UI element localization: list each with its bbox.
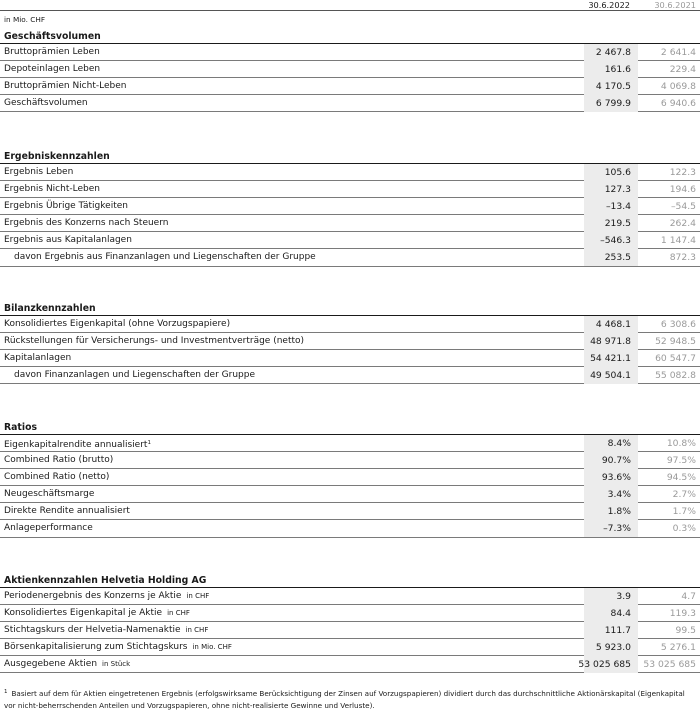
row-label-text: Combined Ratio (brutto) [4,455,114,466]
row-label-text: Rückstellungen für Versicherungs- und Investmentverträge (netto) [4,336,305,347]
section-1 [0,150,700,267]
row-label-text: davon Ergebnis aus Finanzanlagen und Liegenschaften der Gruppe [14,252,316,263]
row-unit: in Stück [102,660,131,669]
row-label-text: Depoteinlagen Leben [4,64,101,75]
footnote-reference: 1 [147,440,151,446]
row-label [4,656,130,673]
row-label [4,198,128,215]
value-previous: 5 276.1 [660,642,696,654]
value-previous: 6 940.6 [660,98,696,110]
table-row [0,61,700,78]
row-label-text: Bruttoprämien Leben [4,47,100,57]
value-previous: 872.3 [669,252,696,264]
table-row [0,215,700,232]
table-row [0,95,700,112]
section-0 [0,30,700,112]
value-previous: 1.7% [672,506,696,518]
column-header-current: 30.6.2022 [588,0,630,10]
value-previous: 229.4 [669,64,696,76]
table-row [0,656,700,673]
table-row [0,181,700,198]
value-current: 8.4% [607,438,631,449]
row-label [4,232,132,249]
row-label [4,215,168,232]
row-label [14,367,255,384]
section-title: Ratios [0,421,700,435]
header-rule [0,10,700,11]
value-current: 2 467.8 [595,47,631,58]
row-unit: in Mio. CHF [192,643,232,652]
row-label [4,605,190,622]
table-row [0,164,700,181]
value-current: 49 504.1 [590,370,631,382]
table-row [0,452,700,469]
row-unit: in CHF [167,609,190,618]
value-previous: 0.3% [672,523,696,535]
row-label-text: Konsolidiertes Eigenkapital (ohne Vorzugspapiere) [4,319,231,329]
table-row [0,469,700,486]
row-label-text: Ausgegebene Aktien [4,659,98,670]
value-current: 93.6% [601,472,631,484]
value-previous: 194.6 [669,184,696,196]
row-label-text: Anlageperformance [4,523,93,534]
value-previous: 97.5% [666,455,696,467]
row-label [4,469,109,486]
row-label [4,350,71,367]
value-previous: 60 547.7 [655,353,696,365]
value-current: 90.7% [601,455,631,467]
row-label-text: Ergebnis aus Kapitalanlagen [4,235,132,246]
table-row [0,605,700,622]
table-row [0,44,700,61]
row-label-text: Bruttoprämien Nicht-Leben [4,81,127,92]
row-label-text: Direkte Rendite annualisiert [4,506,130,517]
value-current: 4 468.1 [595,319,631,330]
value-current: 4 170.5 [595,81,631,93]
row-label-text: Konsolidiertes Eigenkapital je Aktie [4,608,163,619]
row-unit: in CHF [185,626,209,635]
row-label [14,249,316,266]
section-3 [0,421,700,538]
column-header-previous: 30.6.2021 [654,0,696,10]
table-row [0,78,700,95]
row-label [4,333,304,350]
value-current: 161.6 [604,64,631,76]
row-label-text: Combined Ratio (netto) [4,472,110,483]
row-label [4,95,88,112]
value-previous: 6 308.6 [660,319,696,330]
footnote-mark: 1 [4,689,8,695]
section-4 [0,574,700,673]
table-row [0,316,700,333]
row-label-text: Stichtagskurs der Helvetia-Namenaktie [4,625,181,636]
footnote [4,686,694,712]
value-current: 1.8% [607,506,631,518]
table-row [0,503,700,520]
value-current: 111.7 [604,625,631,637]
value-current: 219.5 [604,218,631,230]
row-label-text: Periodenergebnis des Konzerns je Aktie [4,591,182,601]
table-row [0,622,700,639]
table-row [0,435,700,452]
value-previous: 4.7 [681,591,696,602]
value-current: 253.5 [604,252,631,264]
row-label-text: Ergebnis Nicht-Leben [4,184,100,195]
value-previous: 10.8% [666,438,696,449]
table-row [0,232,700,249]
value-previous: 119.3 [669,608,696,620]
row-label [4,164,73,181]
row-unit: in CHF [186,592,210,600]
value-previous: 55 082.8 [655,370,696,382]
value-previous: 4 069.8 [660,81,696,93]
value-current: –13.4 [605,201,631,213]
value-current: 53 025 685 [578,659,631,671]
row-label-text: Eigenkapitalrendite annualisiert [4,440,148,450]
row-label-text: Ergebnis Leben [4,167,74,177]
table-row [0,198,700,215]
value-previous: 2.7% [672,489,696,501]
table-row [0,639,700,656]
value-current: –546.3 [600,235,631,247]
value-previous: 99.5 [675,625,696,637]
value-current: 48 971.8 [590,336,631,348]
section-2 [0,302,700,384]
section-title: Geschäftsvolumen [0,30,700,44]
value-current: 3.4% [607,489,631,501]
section-title: Aktienkennzahlen Helvetia Holding AG [0,574,700,588]
row-label-text: Ergebnis des Konzerns nach Steuern [4,218,169,229]
table-row [0,249,700,266]
row-label [4,316,230,333]
row-label [4,44,100,61]
value-current: 6 799.9 [595,98,631,110]
row-label [4,78,126,95]
value-previous: 2 641.4 [660,47,696,58]
row-label [4,61,100,78]
row-label-text: Neugeschäftsmarge [4,489,95,500]
value-current: 127.3 [604,184,631,196]
value-previous: 1 147.4 [660,235,696,247]
row-label-text: Ergebnis Übrige Tätigkeiten [4,201,128,212]
table-row [0,367,700,384]
value-previous: 53 025 685 [643,659,696,671]
value-current: 54 421.1 [590,353,631,365]
table-row [0,350,700,367]
row-label-text: davon Finanzanlagen und Liegenschaften der Gruppe [14,370,255,381]
table-row [0,333,700,350]
table-row [0,486,700,503]
row-label [4,435,151,452]
value-previous: 94.5% [666,472,696,484]
row-label [4,622,208,639]
table-row [0,520,700,537]
section-title: Ergebniskennzahlen [0,150,700,164]
value-current: –7.3% [603,523,631,535]
row-label-text: Börsenkapitalisierung zum Stichtagskurs [4,642,188,653]
row-label [4,520,93,537]
value-previous: –54.5 [670,201,696,213]
row-label [4,452,113,469]
row-label [4,486,94,503]
value-previous: 122.3 [669,167,696,178]
value-current: 3.9 [616,591,631,602]
section-title: Bilanzkennzahlen [0,302,700,316]
footnote-text: Basiert auf dem für Aktien eingetretenen Ergebnis (erfolgswirksame Berücksichtigung der Zinsen auf Vorzugspapieren) dividiert durch das durchschnittliche Aktionärskapital (Eigenkapital vor nicht-beherrschenden Anteilen und Vorzugspapieren, ohne nicht-realisierte Gewinne und Verluste). [4,689,685,710]
row-label [4,588,209,605]
table-row [0,588,700,605]
value-previous: 52 948.5 [655,336,696,348]
unit-label: in Mio. CHF [4,15,46,24]
value-previous: 262.4 [669,218,696,230]
row-label-text: Geschäftsvolumen [4,98,88,109]
value-current: 84.4 [610,608,631,620]
value-current: 5 923.0 [595,642,631,654]
row-label-text: Kapitalanlagen [4,353,72,364]
row-label [4,639,232,656]
row-label [4,503,130,520]
row-label [4,181,100,198]
value-current: 105.6 [604,167,631,178]
